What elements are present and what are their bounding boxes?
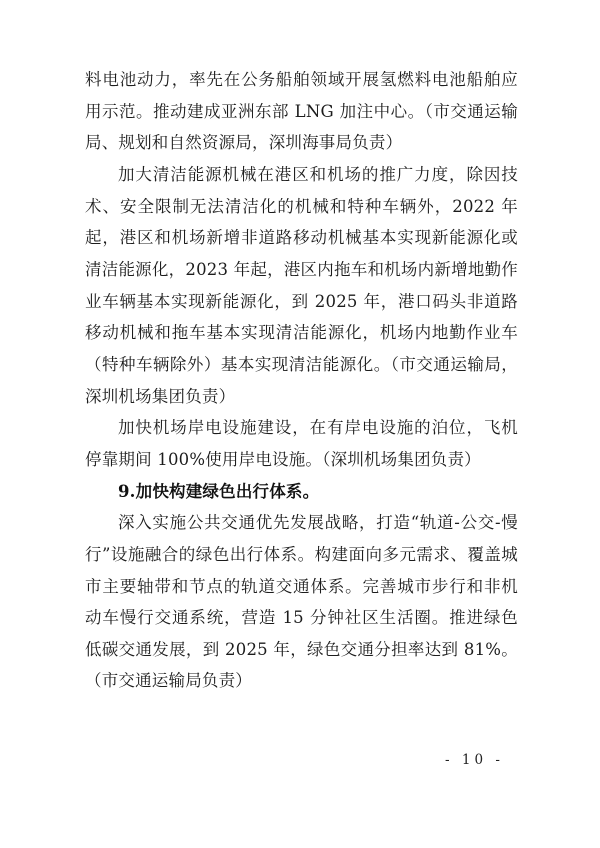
body-paragraph: 加快机场岸电设施建设，在有岸电设施的泊位，飞机停靠期间 100%使用岸电设施。（深圳机场集团负责） — [85, 418, 518, 469]
body-paragraph: 深入实施公共交通优先发展战略，打造“轨道-公交-慢行”设施融合的绿色出行体系。构建面向多元需求、覆盖城市主要轴带和节点的轨道交通体系。完善城市步行和非机动车慢行交通系统，营造 15 分钟社区生活圈。推进绿色低碳交通发展，到 2025 年，绿色交通分担率达到 81%。（市交通运输局负责） — [85, 513, 518, 691]
page-number: - 10 - — [445, 752, 504, 768]
document-page-body — [85, 64, 518, 697]
body-paragraph: 加大清洁能源机械在港区和机场的推广力度，除因技术、安全限制无法清洁化的机械和特种车辆外，2022 年起，港区和机场新增非道路移动机械基本实现新能源化或清洁能源化，2023 年起，港区内拖车和机场内新增地勤作业车辆基本实现新能源化，到 2025 年，港口码头非道路移动机械和拖车基本实现清洁能源化，机场内地勤作业车（特种车辆除外）基本实现清洁能源化。（市交通运输局，深圳机场集团负责） — [85, 164, 518, 406]
section-heading: 9.加快构建绿色出行体系。 — [118, 481, 320, 501]
body-paragraph-continuation: 料电池动力，率先在公务船舶领域开展氢燃料电池船舶应用示范。推动建成亚洲东部 LNG 加注中心。（市交通运输局、规划和自然资源局，深圳海事局负责） — [85, 70, 518, 153]
